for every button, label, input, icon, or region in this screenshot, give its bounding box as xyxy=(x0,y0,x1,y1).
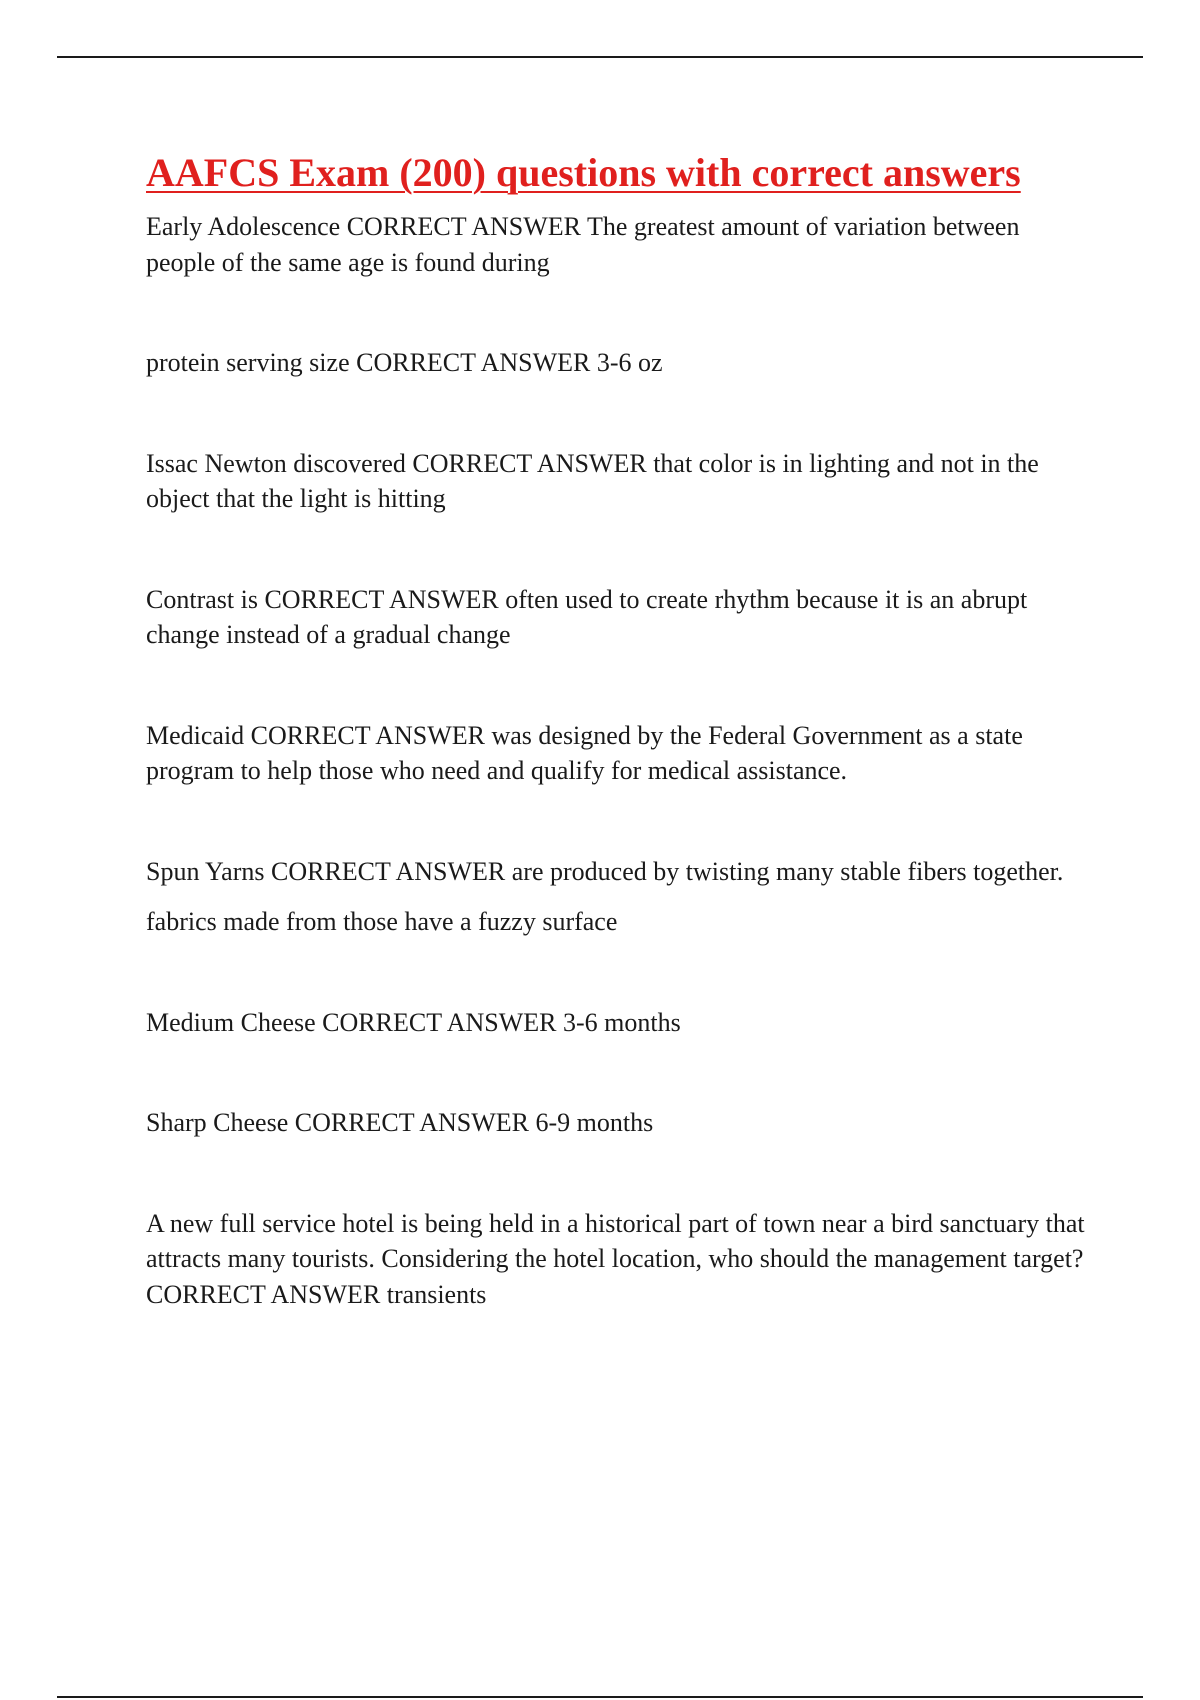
qa-entry xyxy=(146,345,1086,381)
qa-text: Medium Cheese CORRECT ANSWER 3-6 months xyxy=(146,1007,681,1037)
qa-text: Medicaid CORRECT ANSWER was designed by the Federal Government as a state program to help those who need and qualify for medical assistance. xyxy=(146,720,1023,785)
qa-list xyxy=(146,209,1086,1312)
document-title: AAFCS Exam (200) questions with correct answers xyxy=(146,150,1021,195)
header-rule xyxy=(57,56,1143,58)
qa-entry xyxy=(146,718,1086,789)
qa-entry xyxy=(146,582,1086,653)
qa-text: Issac Newton discovered CORRECT ANSWER that color is in lighting and not in the object that the light is hitting xyxy=(146,448,1039,513)
qa-entry xyxy=(146,1206,1086,1313)
qa-text: A new full service hotel is being held in a historical part of town near a bird sanctuary that attracts many tourists. Considering the hotel location, who should the management target? CORRECT ANSWER transients xyxy=(146,1208,1085,1309)
qa-entry xyxy=(146,209,1086,280)
document-body xyxy=(146,145,1086,1312)
qa-text: Sharp Cheese CORRECT ANSWER 6-9 months xyxy=(146,1108,654,1137)
qa-text: Early Adolescence CORRECT ANSWER The greatest amount of variation between people of the same age is found during xyxy=(146,212,1020,277)
qa-text: protein serving size CORRECT ANSWER 3-6 oz xyxy=(146,348,663,377)
qa-text-continuation: fabrics made from those have a fuzzy surface xyxy=(146,907,618,936)
qa-entry xyxy=(146,854,1086,940)
qa-entry xyxy=(146,446,1086,517)
footer-rule xyxy=(57,1696,1143,1698)
qa-text: Contrast is CORRECT ANSWER often used to create rhythm because it is an abrupt change instead of a gradual change xyxy=(146,584,1028,649)
qa-text: Spun Yarns CORRECT ANSWER are produced by twisting many stable fibers together. xyxy=(146,856,1064,886)
qa-entry xyxy=(146,1105,1086,1141)
qa-entry xyxy=(146,1005,1086,1041)
